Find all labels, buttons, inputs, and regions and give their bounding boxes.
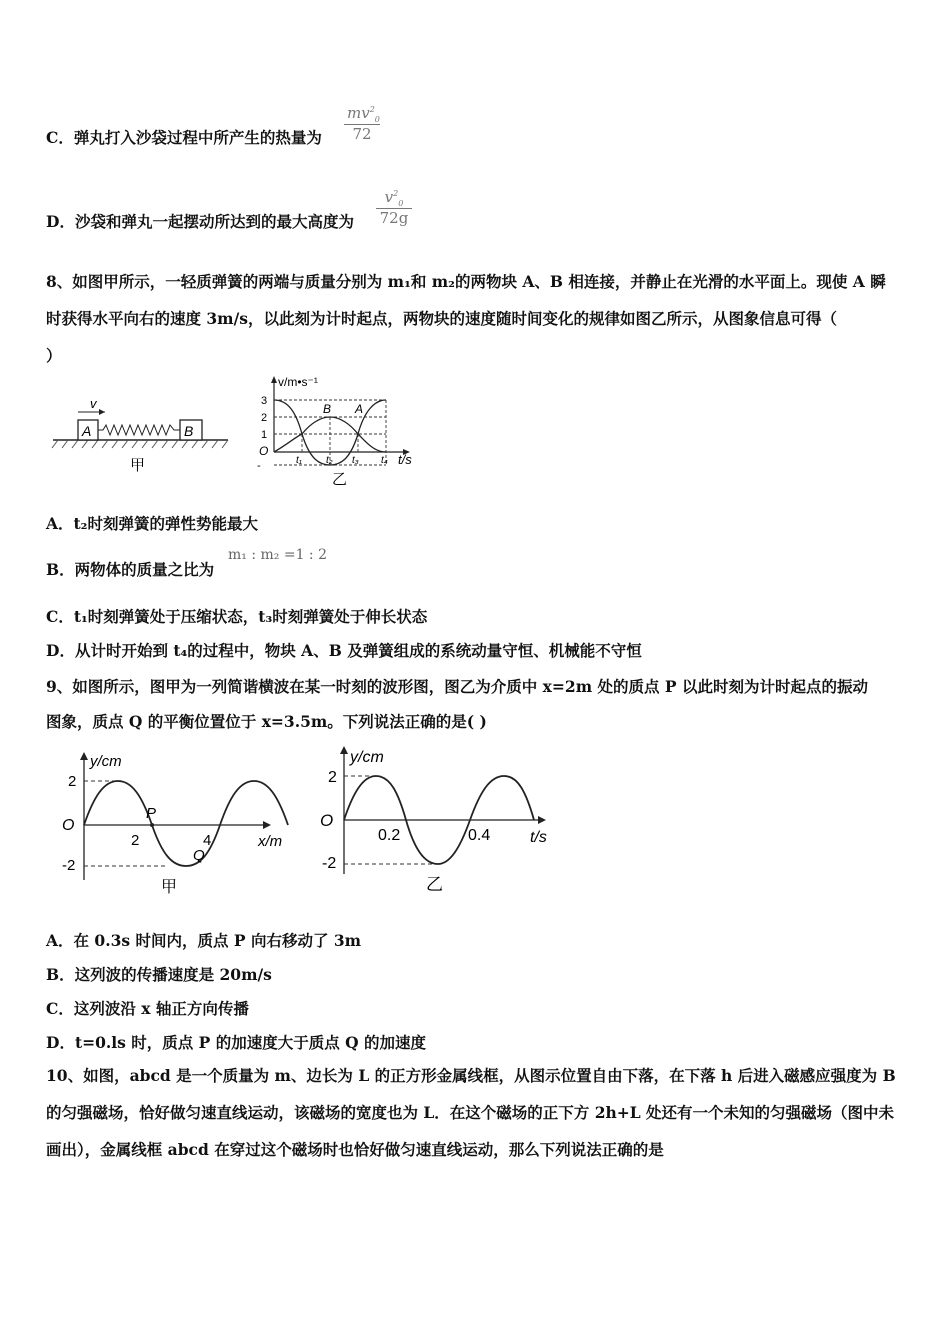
q7-d-denominator: 72g [379,209,409,227]
q8-option-d: D．从计时开始到 t₄的过程中，物块 A、B 及弹簧组成的系统动量守恒、机械能不守恒 [46,641,642,660]
q9-jia-xtick-2: 2 [131,832,140,849]
velocity-label: v [90,396,97,411]
q8-option-c: C．t₁时刻弹簧处于压缩状态，t₃时刻弹簧处于伸长状态 [46,607,428,626]
q9-stem-line2: 图象，质点 Q 的平衡位置位于 x=3.5m。下列说法正确的是( ) [46,712,487,731]
q9-stem-line1: 9、如图所示，图甲为一列简谐横波在某一时刻的波形图，图乙为介质中 x=2m 处的质点 P 以此时刻为计时起点的振动 [46,677,868,696]
q9-yi-ylabel: y/cm [350,749,384,766]
q9-option-d: D．t=0.ls 时，质点 P 的加速度大于质点 Q 的加速度 [46,1033,427,1052]
q7-option-c-formula: $mv^2_0$ 72 [344,104,380,143]
q9-yi-ytop: 2 [328,769,337,786]
q10-stem: 10、如图，abcd 是一个质量为 m、边长为 L 的正方形金属线框，从图示位置自由下落，在下落 h 后进入磁感应强度为 B 的匀强磁场，恰好做匀速直线运动，该磁场的宽度也为 L．在这个磁场的正下方 2h+L 处还有一个未知的匀强磁场（图中未画出），金属线框 abcd 在穿过这个磁场时也恰好做匀速直线运动，那么下列说法正确的是 [46,1066,896,1159]
q8-curve-label-a: A [355,402,364,416]
q7-option-d-formula: $v^2_0$ 72g [376,188,412,227]
block-b-label: B [184,423,194,439]
q9-yi-xtick-04: 0.4 [468,827,491,844]
q9-jia-ylabel: y/cm [90,753,122,770]
q8-ytick-3: 3 [261,395,268,407]
q8-ytick-1: 1 [261,429,268,441]
q9-yi-ybottom: -2 [322,855,337,872]
q9-point-q: Q [193,847,205,864]
block-a-label: A [82,423,92,439]
q7-c-numerator: mv [347,104,370,122]
q9-figure-jia [58,748,303,898]
q8-option-b-ratio: m₁ : m₂ =1 : 2 [228,547,328,563]
q8-figure-jia [50,392,235,482]
q9-jia-xlabel: x/m [258,833,283,850]
q7-option-d: D．沙袋和弹丸一起摆动所达到的最大高度为 [46,212,354,231]
q9-jia-origin: O [62,817,75,834]
q9-caption-jia: 甲 [161,877,178,896]
q8-option-a: A．t₂时刻弹簧的弹性势能最大 [46,514,258,533]
q8-xtick-t4: t₄ [381,455,388,466]
q9-jia-ybottom: -2 [62,857,76,874]
q9-option-a: A．在 0.3s 时间内，质点 P 向右移动了 3m [46,931,362,950]
q8-curve-label-b: B [323,402,332,416]
q8-ylabel: v/m•s⁻¹ [278,375,318,389]
q8-caption-yi: 乙 [332,470,348,488]
q9-wave [84,781,288,866]
q8-stem-line2: 时获得水平向右的速度 3m/s，以此刻为计时起点，两物块的速度随时间变化的规律如图乙所示，从图象信息可得（ [46,309,837,328]
q7-c-denominator: 72 [352,125,372,143]
q8-stem-line1: 8、如图甲所示，一轻质弹簧的两端与质量分别为 m₁和 m₂的两物块 A、B 相连接，并静止在光滑的水平面上。现使 A 瞬 [46,272,886,291]
q8-option-b: B．两物体的质量之比为 [46,560,215,579]
q9-yi-xtick-02: 0.2 [378,827,401,844]
q8-origin: O [259,444,269,458]
q9-jia-ytop: 2 [68,773,77,790]
q7-option-c: C．弹丸打入沙袋过程中所产生的热量为 [46,128,322,147]
q9-option-b: B．这列波的传播速度是 20m/s [46,965,272,984]
q8-stem-line3: ） [46,346,62,365]
q9-point-p: P [146,805,157,822]
q9-jia-xtick-4: 4 [203,832,212,849]
q8-xlabel: t/s [398,452,412,467]
q8-xtick-t1: t₁ [296,455,302,466]
q7-d-numerator: v [384,188,394,206]
q9-yi-xlabel: t/s [530,829,547,846]
q8-xtick-t3: t₃ [352,455,359,466]
q8-caption-jia: 甲 [130,456,146,474]
q8-figure-yi [248,372,428,492]
q9-option-c: C．这列波沿 x 轴正方向传播 [46,999,249,1018]
q9-figure-yi [318,742,568,898]
spring [98,425,180,435]
q8-xtick-t2: t₂ [326,455,333,466]
q9-caption-yi: 乙 [426,875,443,895]
q8-ytick-neg: - [257,460,261,472]
q9-yi-origin: O [320,811,334,830]
q8-ytick-2: 2 [261,412,268,424]
